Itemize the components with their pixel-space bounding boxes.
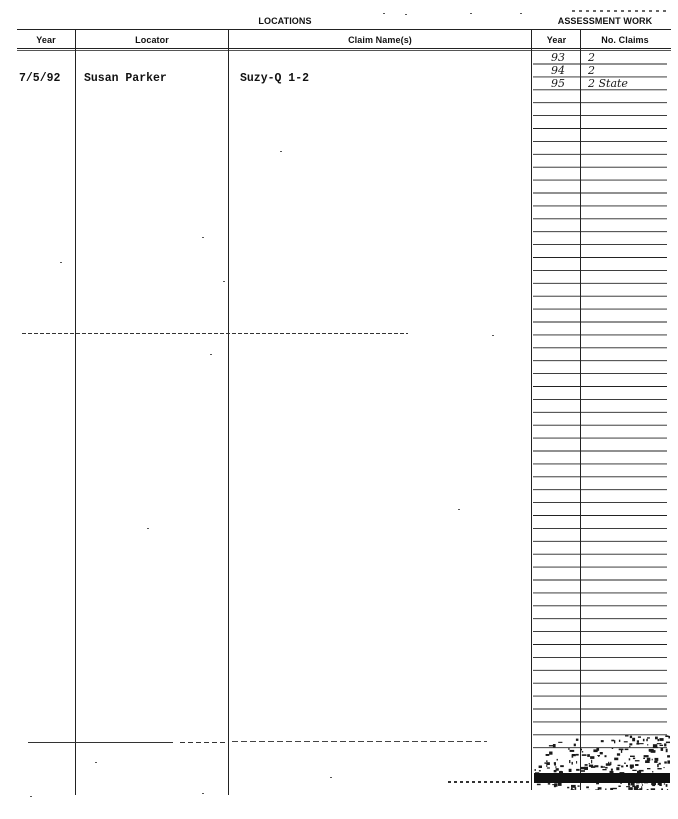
noise-speck xyxy=(654,761,657,763)
noise-speck xyxy=(582,751,584,752)
noise-speck xyxy=(628,787,633,790)
column-header-year: Year xyxy=(36,35,56,45)
noise-speck xyxy=(647,737,650,738)
noise-speck xyxy=(591,760,592,764)
mid-section-dashed-rule xyxy=(22,333,408,334)
noise-speck xyxy=(576,769,580,771)
noise-speck xyxy=(638,736,641,737)
noise-speck xyxy=(574,744,576,747)
assessment-no-claims: 2 xyxy=(588,51,595,64)
divider-locator-claim xyxy=(228,29,229,795)
noise-speck xyxy=(640,743,644,744)
noise-speck xyxy=(626,765,628,767)
noise-speck xyxy=(631,789,632,790)
noise-speck xyxy=(598,755,600,757)
noise-speck xyxy=(661,788,663,790)
noise-speck xyxy=(556,768,559,771)
noise-speck xyxy=(568,748,570,749)
noise-speck xyxy=(635,760,640,761)
noise-speck xyxy=(614,740,615,743)
assessment-work-ruled-lines xyxy=(533,52,667,792)
noise-speck xyxy=(633,758,635,760)
noise-speck xyxy=(632,770,636,771)
noise-speck xyxy=(581,749,582,751)
noise-speck xyxy=(619,749,624,751)
noise-speck xyxy=(560,765,564,767)
noise-speck xyxy=(549,752,552,755)
noise-speck xyxy=(664,743,666,746)
noise-speck xyxy=(630,767,632,769)
noise-speck xyxy=(572,754,574,757)
noise-speck xyxy=(624,763,626,765)
noise-speck xyxy=(625,749,629,751)
noise-speck xyxy=(547,767,550,768)
noise-speck xyxy=(558,783,562,786)
noise-speck xyxy=(660,745,664,746)
noise-speck xyxy=(589,763,590,764)
header-top-rule xyxy=(17,29,671,30)
noise-speck xyxy=(617,753,620,755)
divider-year-locator xyxy=(75,29,76,795)
noise-speck xyxy=(535,769,536,771)
noise-speck xyxy=(641,786,642,788)
noise-speck xyxy=(569,760,570,763)
noise-speck xyxy=(576,761,577,764)
noise-speck xyxy=(587,754,590,757)
noise-speck xyxy=(668,736,670,739)
noise-speck xyxy=(637,789,641,790)
noise-speck xyxy=(647,744,648,745)
noise-speck xyxy=(625,735,629,736)
noise-speck xyxy=(646,739,648,741)
noise-speck xyxy=(576,739,579,741)
noise-speck xyxy=(547,762,550,765)
location-locator: Susan Parker xyxy=(84,72,167,85)
noise-speck xyxy=(553,744,556,747)
noise-speck xyxy=(612,748,614,749)
noise-speck xyxy=(630,756,635,757)
column-header-locator: Locator xyxy=(135,35,169,45)
noise-speck xyxy=(652,771,653,773)
column-header-aw-year: Year xyxy=(546,35,567,45)
noise-speck xyxy=(630,736,632,738)
noise-speck xyxy=(629,746,630,748)
noise-speck xyxy=(613,788,617,789)
column-header-aw-no-claims: No. Claims xyxy=(601,35,649,45)
noise-speck xyxy=(581,770,585,772)
noise-speck xyxy=(652,759,653,761)
assessment-year: 95 xyxy=(551,76,565,90)
noise-speck xyxy=(667,760,670,763)
noise-speck xyxy=(664,761,667,763)
noise-speck xyxy=(666,784,668,787)
noise-speck xyxy=(611,740,614,742)
assessment-year: 93 xyxy=(551,51,565,64)
noise-speck xyxy=(602,769,606,770)
noise-speck xyxy=(632,785,635,787)
noise-speck xyxy=(647,789,649,790)
noise-speck xyxy=(659,763,661,765)
noise-speck xyxy=(589,765,593,767)
noise-speck xyxy=(657,764,659,767)
noise-speck xyxy=(598,787,602,789)
noise-speck xyxy=(618,765,621,766)
noise-speck xyxy=(537,784,541,786)
noise-speck xyxy=(576,754,579,756)
noise-speck xyxy=(546,754,550,756)
noise-speck xyxy=(653,747,658,748)
assessment-year: 94 xyxy=(551,63,565,77)
noise-speck xyxy=(596,783,599,784)
noise-speck xyxy=(667,755,670,757)
noise-speck xyxy=(614,758,618,761)
noise-speck xyxy=(664,767,665,768)
noise-speck xyxy=(655,737,658,740)
noise-speck xyxy=(571,789,575,790)
noise-speck xyxy=(616,767,619,770)
noise-speck xyxy=(667,789,668,790)
noise-speck xyxy=(572,762,573,765)
noise-bar xyxy=(534,773,670,783)
noise-speck xyxy=(582,754,587,756)
noise-speck xyxy=(632,738,635,742)
noise-speck xyxy=(659,738,663,741)
noise-speck xyxy=(539,766,542,769)
noise-speck xyxy=(584,767,588,770)
assessment-no-claims: 2 xyxy=(588,63,595,77)
scan-noise-bottom-right xyxy=(534,735,670,790)
noise-speck xyxy=(629,758,631,760)
noise-speck xyxy=(636,743,639,745)
noise-speck xyxy=(626,786,630,787)
noise-speck xyxy=(619,740,620,742)
noise-speck xyxy=(621,766,623,768)
noise-speck xyxy=(605,789,606,790)
noise-speck xyxy=(664,783,665,784)
noise-speck xyxy=(548,783,550,785)
noise-speck xyxy=(586,786,589,788)
noise-speck xyxy=(605,767,608,769)
noise-speck xyxy=(651,788,655,790)
noise-speck xyxy=(637,740,639,743)
noise-speck xyxy=(555,766,556,768)
noise-speck xyxy=(590,756,594,759)
noise-speck xyxy=(585,764,588,766)
noise-speck xyxy=(651,751,656,753)
noise-speck xyxy=(644,755,649,757)
noise-speck xyxy=(558,742,562,743)
noise-speck xyxy=(629,743,632,745)
lower-section-dashed-rule xyxy=(28,742,173,743)
noise-speck xyxy=(630,765,634,768)
noise-speck xyxy=(642,784,643,785)
noise-speck xyxy=(606,763,611,766)
noise-speck xyxy=(605,755,607,757)
noise-speck xyxy=(647,768,650,769)
assessment-work-title: ASSESSMENT WORK xyxy=(557,16,653,26)
noise-speck xyxy=(539,770,541,771)
noise-speck xyxy=(666,749,668,753)
noise-speck xyxy=(647,758,651,761)
assessment-no-claims: 2 State xyxy=(588,76,628,90)
noise-speck xyxy=(569,769,570,771)
scan-noise-top xyxy=(572,10,667,12)
noise-speck xyxy=(595,789,599,790)
noise-speck xyxy=(628,783,631,786)
noise-speck xyxy=(658,783,661,785)
noise-speck xyxy=(601,740,604,742)
noise-speck xyxy=(655,758,659,761)
noise-speck xyxy=(567,787,569,789)
noise-speck xyxy=(635,764,638,766)
noise-speck xyxy=(600,752,603,754)
noise-speck xyxy=(571,785,576,788)
noise-speck xyxy=(666,742,670,744)
noise-speck xyxy=(602,766,605,767)
noise-speck xyxy=(549,745,554,746)
noise-speck xyxy=(665,735,668,737)
noise-speck xyxy=(593,749,597,752)
noise-speck xyxy=(611,769,613,771)
noise-speck xyxy=(570,750,575,752)
header-bottom-rule xyxy=(17,48,671,49)
noise-speck xyxy=(557,759,558,761)
noise-speck xyxy=(631,783,634,784)
location-claim-name: Suzy-Q 1-2 xyxy=(240,72,310,85)
noise-speck xyxy=(554,762,556,765)
noise-speck xyxy=(618,786,620,788)
noise-speck xyxy=(546,760,547,762)
locations-title: LOCATIONS xyxy=(258,16,312,26)
noise-speck xyxy=(657,743,662,744)
location-year: 7/5/92 xyxy=(19,72,61,85)
noise-speck xyxy=(643,758,645,759)
noise-speck xyxy=(559,771,562,773)
column-header-claim-names: Claim Name(s) xyxy=(348,35,412,45)
noise-speck xyxy=(624,741,628,742)
noise-speck xyxy=(657,768,661,769)
noise-speck xyxy=(643,739,645,742)
noise-speck xyxy=(578,785,580,786)
divider-claim-aw xyxy=(531,29,532,790)
noise-speck xyxy=(554,783,557,786)
noise-speck xyxy=(661,748,664,751)
